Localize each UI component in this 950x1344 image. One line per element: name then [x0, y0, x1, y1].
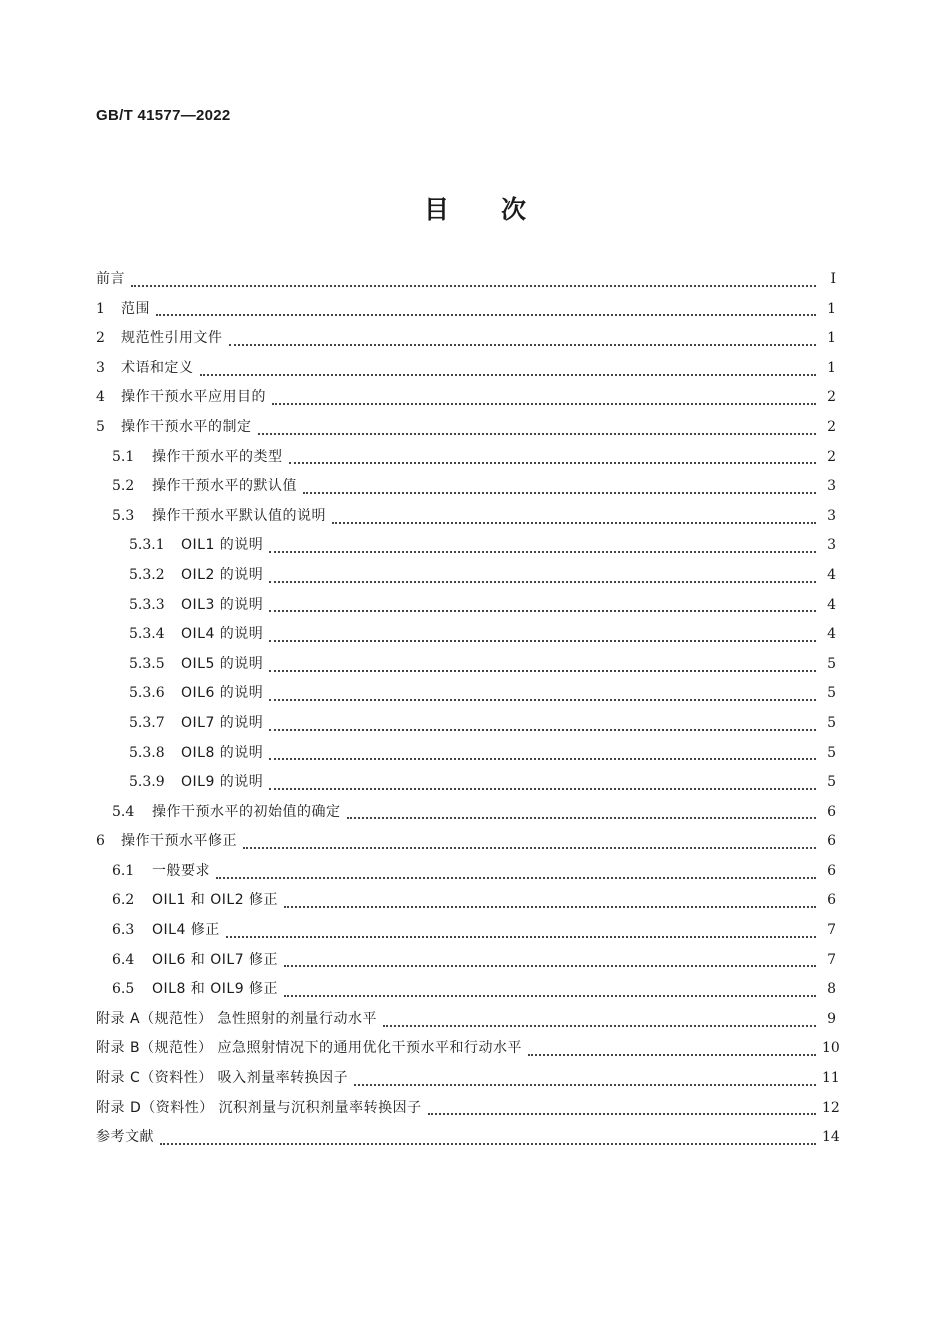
toc-entry-page: 9 — [827, 1010, 836, 1027]
toc-entry[interactable] — [96, 357, 836, 387]
toc-entry-number: 5.3.8 — [129, 744, 165, 761]
toc-entry-page: 10 — [822, 1040, 840, 1057]
toc-entry-page: 6 — [827, 892, 836, 909]
page-title: 目次 — [423, 195, 578, 224]
dot-leader — [226, 936, 816, 938]
toc-entry-label: 附录 A（规范性） 急性照射的剂量行动水平 — [96, 1010, 377, 1027]
toc-entry[interactable] — [96, 623, 836, 653]
toc-entry-page: 5 — [827, 714, 836, 731]
dot-leader — [229, 344, 817, 346]
dot-leader — [269, 581, 816, 583]
toc-entry[interactable] — [96, 1067, 840, 1097]
dot-leader — [269, 758, 816, 760]
toc-entry[interactable] — [96, 594, 836, 624]
toc-entry-page: 7 — [827, 922, 836, 939]
toc-entry-label: OIL1 和 OIL2 修正 — [152, 892, 279, 909]
toc-entry-label: OIL4 修正 — [152, 922, 220, 939]
toc-entry-number: 6 — [96, 833, 105, 850]
dot-leader — [284, 906, 816, 908]
toc-entry-label: OIL2 的说明 — [181, 566, 264, 583]
toc-entry[interactable] — [96, 386, 836, 416]
toc-entry[interactable] — [96, 682, 836, 712]
toc-entry-page: 1 — [827, 330, 836, 347]
dot-leader — [303, 492, 816, 494]
toc-entry[interactable] — [96, 564, 836, 594]
toc-entry-label: 操作干预水平的初始值的确定 — [152, 803, 341, 820]
dot-leader — [258, 433, 817, 435]
table-of-contents — [96, 268, 840, 1156]
toc-entry-label: 操作干预水平应用目的 — [121, 389, 266, 406]
toc-entry-label: OIL8 的说明 — [181, 744, 264, 761]
toc-entry-page: 5 — [827, 774, 836, 791]
dot-leader — [216, 877, 816, 879]
dot-leader — [269, 699, 816, 701]
dot-leader — [269, 788, 816, 790]
toc-entry-number: 5.3.1 — [129, 537, 165, 554]
toc-entry-page: 2 — [827, 389, 836, 406]
dot-leader — [347, 817, 817, 819]
toc-entry-number: 5.3.2 — [129, 566, 165, 583]
toc-entry-number: 4 — [96, 389, 105, 406]
dot-leader — [200, 374, 817, 376]
toc-entry[interactable] — [96, 712, 836, 742]
toc-entry-label: 操作干预水平的类型 — [152, 448, 283, 465]
toc-entry-page: 1 — [827, 359, 836, 376]
toc-entry-label: OIL5 的说明 — [181, 655, 264, 672]
dot-leader — [284, 965, 816, 967]
toc-entry-number: 5.3.5 — [129, 655, 165, 672]
dot-leader — [289, 462, 817, 464]
dot-leader — [383, 1025, 816, 1027]
toc-entry-page: 4 — [827, 596, 836, 613]
toc-entry-page: 3 — [827, 478, 836, 495]
toc-entry-number: 6.3 — [112, 922, 135, 939]
toc-entry-page: 6 — [827, 862, 836, 879]
toc-entry-number: 1 — [96, 300, 105, 317]
toc-entry-number: 6.1 — [112, 862, 135, 879]
toc-entry-number: 5.3.3 — [129, 596, 165, 613]
toc-entry[interactable] — [96, 653, 836, 683]
toc-entry-number: 5.3.9 — [129, 774, 165, 791]
toc-entry-number: 6.4 — [112, 951, 135, 968]
toc-entry-label: 操作干预水平的制定 — [121, 418, 252, 435]
toc-entry[interactable] — [96, 1008, 836, 1038]
toc-entry-page: 1 — [827, 300, 836, 317]
toc-entry-label: 附录 D（资料性） 沉积剂量与沉积剂量率转换因子 — [96, 1099, 422, 1116]
toc-entry[interactable] — [96, 801, 836, 831]
dot-leader — [160, 1143, 816, 1145]
toc-entry-label: OIL4 的说明 — [181, 626, 264, 643]
toc-entry-label: 附录 B（规范性） 应急照射情况下的通用优化干预水平和行动水平 — [96, 1040, 523, 1057]
toc-entry-page: 6 — [827, 803, 836, 820]
toc-entry[interactable] — [96, 742, 836, 772]
toc-entry-label: OIL6 和 OIL7 修正 — [152, 951, 279, 968]
toc-entry-page: 3 — [827, 507, 836, 524]
toc-entry[interactable] — [96, 268, 836, 298]
toc-entry-page: 14 — [822, 1129, 840, 1146]
toc-entry-label: OIL3 的说明 — [181, 596, 264, 613]
toc-entry-label: 术语和定义 — [121, 359, 194, 376]
toc-entry-page: 4 — [827, 566, 836, 583]
toc-entry[interactable] — [96, 919, 836, 949]
toc-entry-number: 2 — [96, 330, 105, 347]
toc-entry-number: 5.1 — [112, 448, 135, 465]
toc-entry[interactable] — [96, 771, 836, 801]
dot-leader — [272, 403, 816, 405]
dot-leader — [269, 729, 816, 731]
toc-entry-number: 5.3 — [112, 507, 135, 524]
dot-leader — [269, 670, 816, 672]
toc-entry-number: 5.3.4 — [129, 626, 165, 643]
toc-entry[interactable] — [96, 475, 836, 505]
toc-entry-page: 5 — [827, 744, 836, 761]
toc-entry-label: 操作干预水平的默认值 — [152, 478, 297, 495]
toc-entry-label: 操作干预水平默认值的说明 — [152, 507, 326, 524]
standard-code: GB/T 41577—2022 — [96, 107, 231, 124]
toc-entry[interactable] — [96, 446, 836, 476]
toc-entry-label: OIL7 的说明 — [181, 714, 264, 731]
toc-entry[interactable] — [96, 860, 836, 890]
toc-entry-page: 8 — [827, 981, 836, 998]
toc-entry-page: 12 — [822, 1099, 840, 1116]
toc-entry-label: 参考文献 — [96, 1129, 154, 1146]
toc-entry[interactable] — [96, 505, 836, 535]
toc-entry[interactable] — [96, 534, 836, 564]
dot-leader — [354, 1084, 816, 1086]
dot-leader — [428, 1113, 816, 1115]
toc-entry[interactable] — [96, 1097, 840, 1127]
toc-entry-label: OIL9 的说明 — [181, 774, 264, 791]
toc-entry-page: 7 — [827, 951, 836, 968]
toc-entry[interactable] — [96, 416, 836, 446]
toc-entry-page: Ⅰ — [830, 271, 836, 287]
toc-entry-number: 6.5 — [112, 981, 135, 998]
toc-entry[interactable] — [96, 298, 836, 328]
dot-leader — [156, 314, 816, 316]
dot-leader — [269, 551, 816, 553]
toc-entry-number: 5.2 — [112, 478, 135, 495]
toc-entry-page: 5 — [827, 655, 836, 672]
toc-entry-number: 5.3.6 — [129, 685, 165, 702]
toc-entry-label: 一般要求 — [152, 862, 210, 879]
dot-leader — [243, 847, 816, 849]
toc-entry-number: 5 — [96, 418, 105, 435]
toc-entry-number: 5.3.7 — [129, 714, 165, 731]
toc-entry-page: 3 — [827, 537, 836, 554]
dot-leader — [131, 285, 816, 287]
toc-entry[interactable] — [96, 949, 836, 979]
toc-entry-label: 范围 — [121, 300, 150, 317]
toc-entry-label: OIL1 的说明 — [181, 537, 264, 554]
toc-entry-label: 操作干预水平修正 — [121, 833, 237, 850]
toc-entry-label: 附录 C（资料性） 吸入剂量率转换因子 — [96, 1070, 349, 1087]
toc-entry-page: 11 — [822, 1070, 840, 1087]
toc-entry[interactable] — [96, 978, 836, 1008]
toc-entry[interactable] — [96, 889, 836, 919]
toc-entry-label: 规范性引用文件 — [121, 330, 223, 347]
toc-entry-label: OIL8 和 OIL9 修正 — [152, 981, 279, 998]
toc-entry-label: 前言 — [96, 271, 125, 287]
toc-entry-label: OIL6 的说明 — [181, 685, 264, 702]
toc-entry-number: 5.4 — [112, 803, 135, 820]
toc-entry-number: 6.2 — [112, 892, 135, 909]
dot-leader — [528, 1054, 816, 1056]
toc-entry-page: 6 — [827, 833, 836, 850]
toc-entry-page: 2 — [827, 418, 836, 435]
toc-entry-number: 3 — [96, 359, 105, 376]
toc-entry-page: 5 — [827, 685, 836, 702]
toc-entry-page: 4 — [827, 626, 836, 643]
dot-leader — [269, 640, 816, 642]
toc-entry-page: 2 — [827, 448, 836, 465]
dot-leader — [284, 995, 816, 997]
toc-entry[interactable] — [96, 1037, 840, 1067]
toc-entry[interactable] — [96, 1126, 840, 1156]
toc-entry[interactable] — [96, 327, 836, 357]
dot-leader — [269, 610, 816, 612]
dot-leader — [332, 522, 816, 524]
toc-entry[interactable] — [96, 830, 836, 860]
